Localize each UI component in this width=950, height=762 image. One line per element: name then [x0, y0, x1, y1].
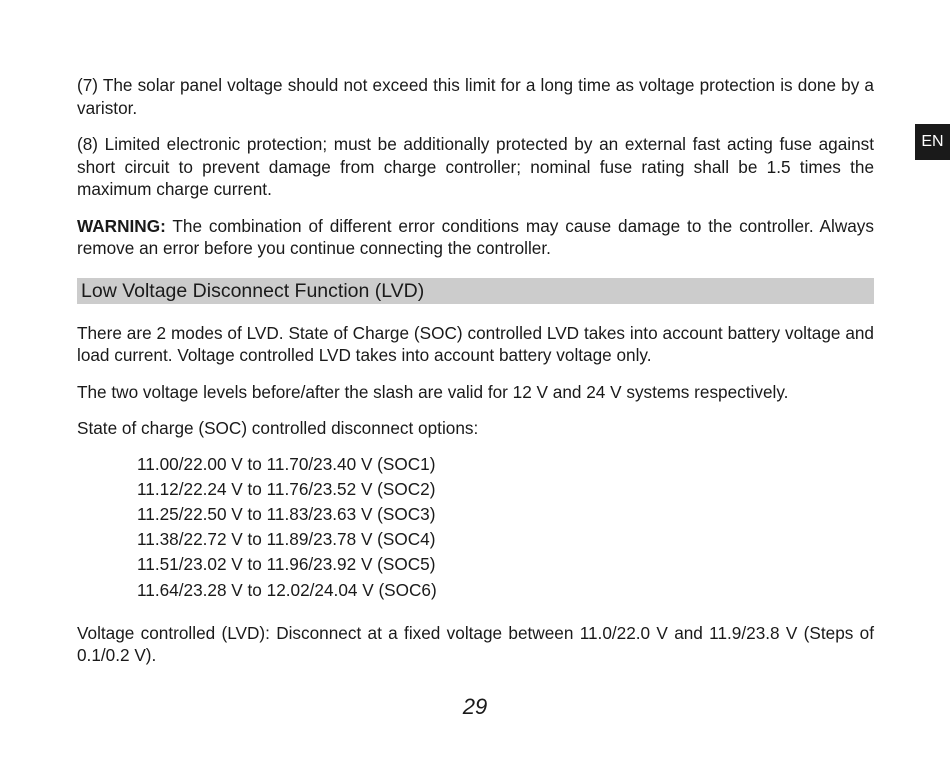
soc-option: 11.00/22.00 V to 11.70/23.40 V (SOC1)	[137, 453, 436, 474]
voltage-controlled-lvd: Voltage controlled (LVD): Disconnect at a fixed voltage between 11.0/22.0 V and 11.9/23.8 V (Steps of 0.1/0.2 V).	[77, 622, 874, 666]
page-content	[77, 74, 874, 667]
voltage-levels-note: The two voltage levels before/after the slash are valid for 12 V and 24 V systems respectively.	[77, 381, 789, 402]
lvd-intro: There are 2 modes of LVD. State of Charge (SOC) controlled LVD takes into account battery voltage and load current. Voltage controlled LVD takes into account battery voltage only.	[77, 322, 874, 365]
warning-text: The combination of different error conditions may cause damage to the controller. Always remove an error before you continue connecting the controller.	[77, 215, 874, 258]
warning-paragraph	[77, 215, 874, 260]
soc-option: 11.25/22.50 V to 11.83/23.63 V (SOC3)	[137, 503, 436, 524]
soc-intro: State of charge (SOC) controlled disconnect options:	[77, 418, 479, 438]
language-tab: EN	[915, 124, 950, 160]
note-7: (7) The solar panel voltage should not exceed this limit for a long time as voltage protection is done by a varistor.	[77, 75, 874, 118]
section-heading: Low Voltage Disconnect Function (LVD)	[77, 278, 874, 304]
note-8: (8) Limited electronic protection; must be additionally protected by an external fast acting fuse against short circuit to prevent damage from charge controller; nominal fuse rating shall be 1.5 times the maximum charge current.	[77, 134, 874, 199]
warning-label: WARNING:	[77, 215, 166, 236]
page-number: 29	[462, 694, 488, 719]
soc-option: 11.64/23.28 V to 12.02/24.04 V (SOC6)	[137, 579, 437, 600]
soc-options-list	[137, 452, 874, 603]
soc-option: 11.51/23.02 V to 11.96/23.92 V (SOC5)	[137, 554, 436, 575]
soc-option: 11.38/22.72 V to 11.89/23.78 V (SOC4)	[137, 529, 436, 550]
soc-option: 11.12/22.24 V to 11.76/23.52 V (SOC2)	[137, 478, 436, 499]
